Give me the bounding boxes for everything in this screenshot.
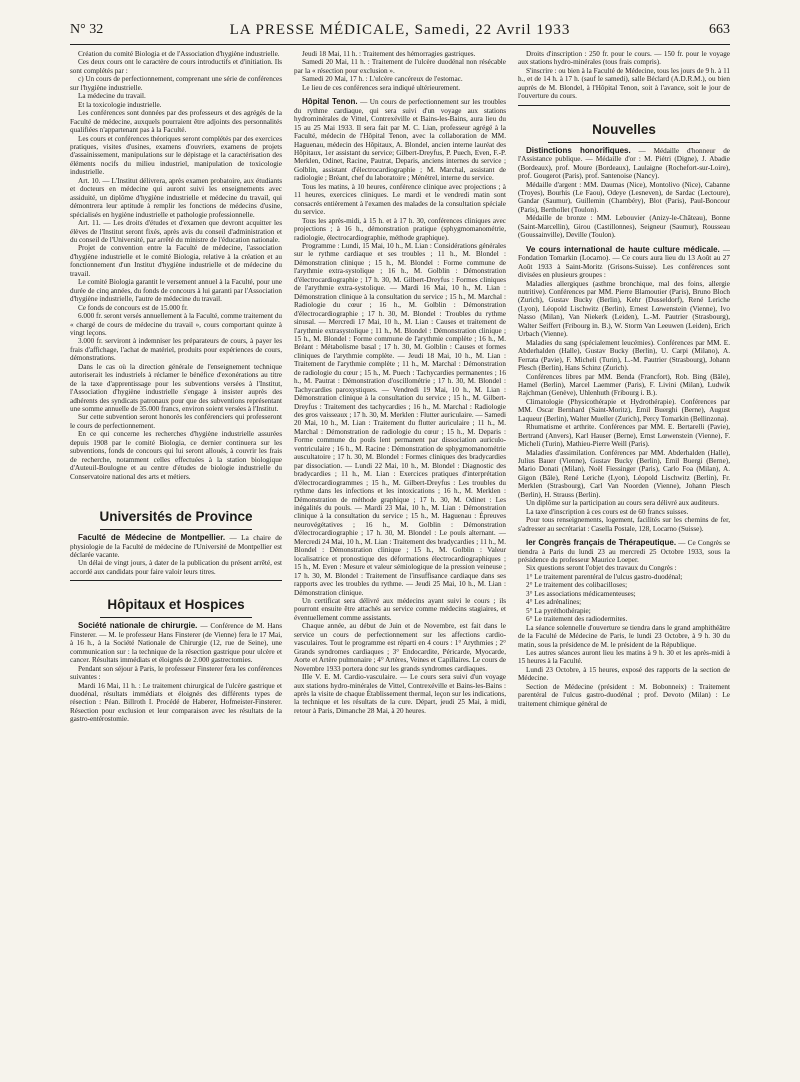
- paragraph: Le comité Biologia garantit le versement annuel à la Faculté, pour une durée de cinq années, du fonds de concours à lui garanti par l'Association d'hygiène industrielle, l'autre de médecine du travail.: [70, 278, 282, 304]
- paragraph: 2° Le traitement des colibacilloses;: [526, 581, 628, 590]
- paragraph: Et la toxicologie industrielle.: [78, 100, 162, 109]
- paragraph: S'inscrire : ou bien à la Faculté de Médecine, tous les jours de 9 h. à 11 h., et de 14 h. à 17 h. (sauf le samedi), salle Béclard (A.D.R.M.), ou bien auprès de M. Blondel, à l'Hôpital Tenon, soit à l'avance, soit le jour de l'ouverture du cours.: [518, 66, 730, 101]
- section-heading-universites: Universités de Province: [99, 509, 253, 525]
- paragraph: Lundi 23 Octobre, à 15 heures, exposé des rapports de la section de Médecine.: [518, 665, 730, 683]
- paragraph: Jeudi 18 Mai, 11 h. : Traitement des hémorragies gastriques.: [302, 50, 476, 58]
- paragraph: Hôpital Tenon. — Un cours de perfectionnement sur les troubles du rythme cardiaque, qui sera suivi d'un voyage aux stations hydrominérales de Vittel, Contrexéville et Bains-les-Bains, aura lieu du 15 au 25 Mai 1933. Il sera fait par M. C. Lian, professeur agrégé à la Faculté, médecin de l'Hôpital Tenon, avec la collaboration de MM. Haguenau, médecin des Hôpitaux, A. Blondel, ancien interne lauréat des Hôpitaux, 1er assistant du service; Gilbert-Dreyfus, P. Puech, Even, F.-P. Merklen, Odinet, Racine, Pautrat, Deparis, anciens internes du service ; Golblin, assistant d'électrocardiographie ; M. Marchal, assistant de radiologie ; Bréant, chef du laboratoire ; Ménétrel, interne du service.: [294, 97, 506, 183]
- paragraph: Médaille d'argent : MM. Daumas (Nice), Montolivo (Nice), Cabanne (Troyes), Bourhis (Le Faou), Odeye (Lesneven), de Sardac (Lectoure), Gandar (Saumur), Guillemin (Chambéry), Blot (Paris), Paul-Boncour (Paris), Berthollet (Toulon).: [518, 180, 730, 214]
- paragraph: Rhumatisme et arthrite. Conférences par MM. E. Bertarelli (Pavie), Bertrand (Anvers), Karl Hauser (Berne), Ernst Lœwenstein (Vienne), F. Micheli (Turin), Mathieu-Pierre Weill (Paris).: [518, 423, 730, 449]
- paragraph: Un délai de vingt jours, à dater de la publication du présent arrêté, est accordé aux candidats pour faire valoir leurs titres.: [70, 559, 282, 576]
- article-heading: Ier Congrès français de Thérapeutique.: [526, 538, 677, 548]
- paragraph: Maladies d'assimilation. Conférences par MM. Abderhalden (Halle), Julius Bauer (Vienne), Gustav Bucky (Berlin), Emil Buergi (Berne), Mario Donati (Milan), Noël Fiessinger (Paris), Carlo Foa (Milan), A. Gigon (Bâle), René Leriche (Lyon), Léopold Lischwitz (Berlin), Fr. Merklen (Strasbourg), Carl Van Noorden (Vienne), Johann Plesch (Berlin), H. Strauss (Berlin).: [518, 448, 730, 499]
- paragraph: Maladies du sang (spécialement leucémies). Conférences par MM. E. Abderhalden (Halle), Gustav Bucky (Berlin), U. Carpi (Milano), A. Ferrata (Pavie), F. Micheli (Turin), L.-M. Pautrier (Strasbourg), Johann Plesch (Berlin), Hans Schinz (Zurich).: [518, 338, 730, 373]
- paragraph: Le lieu de ces conférences sera indiqué ultérieurement.: [302, 83, 461, 92]
- paragraph: Faculté de Médecine de Montpellier. — La chaire de physiologie de la Faculté de médecine de l'Université de Montpellier est déclarée vacante.: [70, 533, 282, 560]
- paragraph: Dans le cas où la direction générale de l'enseignement technique autoriserait les industriels à réclamer le bénéfice d'exonérations au titre de la taxe d'apprentissage pour les subventions versées à l'Institut, l'Association d'hygiène industrielle s'engage à insister auprès des adhérents des syndicats patronaux pour que des subventions représentant une somme annuelle de 35.000 francs, environ soient versées à l'Institut.: [70, 362, 282, 414]
- paragraph: Section de Médecine (président : M. Bobonneix) : Traitement parentéral de l'ulcus gastro-duodénal ; prof. Devoto (Milan) : Le traitement chimique général de: [518, 682, 730, 708]
- paragraph: Chaque année, au début de Juin et de Novembre, est fait dans le service un cours de perfectionnement sur les affections cardio-vasculaires. Tout le programme est réparti en 4 cours : 1° Arythmies ; 2° Grands syndromes cardiaques ; 3° Endocardite, Péricarde, Myocarde, Aorte et Artère pulmonaire ; 4° Artères, Veines et Capillaires. Le cours de Novembre 1933 portera donc sur les grands syndromes cardiaques.: [294, 622, 506, 673]
- section-rule: [100, 617, 252, 618]
- page-number: 663: [709, 22, 730, 37]
- paragraph: 5° La pyréthothérapie;: [526, 606, 591, 615]
- paragraph: Médaille de bronze : MM. Lebouvier (Anizy-le-Château), Bonne (Saint-Marcellin), Girou (Castillonnes), Seigneur (Saumur), Rousseau (Goussainville), Deville (Toulon).: [518, 214, 730, 240]
- header-rule: [70, 44, 730, 45]
- paragraph: 4° Les adrénalines;: [526, 598, 582, 607]
- paragraph: Les autres séances auront lieu les matins à 9 h. 30 et les après-midi à 15 heures à la Faculté.: [518, 649, 730, 666]
- paragraph: Ce fonds de concours est de 15.000 fr.: [78, 303, 188, 312]
- paragraph: Sur cette subvention seront honorés les conférenciers qui professeront le cours de perfectionnement.: [70, 413, 282, 430]
- page-header: [70, 22, 730, 46]
- paragraph: Les cours et conférences théoriques seront complétés par des exercices pratiques, visites d'usines, examens d'ouvriers, examens de projets d'assainissement, manipulations sur le dépistage et la caractérisation des éléments nocifs du milieu industriel, manipulation de toxicologie industrielle.: [70, 134, 282, 177]
- issue-number: N° 32: [70, 22, 104, 37]
- article-heading: Distinctions honorifiques.: [526, 145, 631, 155]
- paragraph: La séance solennelle d'ouverture se tiendra dans le grand amphithéâtre de la Faculté de Médecine de Paris, le lundi 23 Octobre, à 9 h. 30 du matin, sous la présidence de M. le président de la République.: [518, 623, 730, 649]
- paragraph: Mardi 16 Mai, 11 h. : Le traitement chirurgical de l'ulcère gastrique et duodénal, résultats immédiats et éloignés des différents types de résection : Péan. Billroth I. Procédé de Haberer, Hofmeister-Finsterer. Résection pour exclusion et leur comparaison avec les résultats de la gastro-entérostomie.: [70, 681, 282, 724]
- paragraph: 6° Le traitement des radiodermites.: [526, 615, 628, 624]
- paragraph: Pour tous renseignements, logement, facilités sur les chemins de fer, s'adresser au secrétariat : Casella Postale, 128, Locarno (Suisse).: [518, 516, 730, 533]
- paragraph: Projet de convention entre la Faculté de médecine, l'association d'hygiène industrielle et le comité Biologia, relative à la création et au fonctionnement d'un Institut d'hygiène industrielle et de médecine du travail.: [70, 244, 282, 278]
- paragraph: Ve cours international de haute culture médicale. — Fondation Tomarkin (Locarno). — Ce cours aura lieu du 13 Août au 27 Août 1933 à Saint-Moritz (Grisons-Suisse). Les conférences sont divisées en plusieurs groupes :: [518, 244, 730, 280]
- paragraph: Tous les matins, à 10 heures, conférence clinique avec projections ; à 11 heures, exercices cliniques. Le mardi et le vendredi matin sont consacrés entièrement à l'examen des malades de la consultation spéciale du service.: [294, 182, 506, 217]
- paragraph: Maladies allergiques (asthme bronchique, mal des foins, allergie nutritive). Conférences par MM. Pierre Blamoutier (Paris), Bruno Bloch (Zurich), Gustav Bucky (Berlin), Kehr (Dusseldorf), René Leriche (Lyon), Léopold Lischwitz (Berlin), Ernest Lœwenstein (Vienne), Ivo Nasso (Milan), Van Niekerk (Leiden), L.-M. Pautrier (Strasbourg), Walter Seiffert (Fribourg in. B.), W. Storm Van Leeuwen (Leiden), Erich Urbach (Vienne).: [518, 279, 730, 339]
- section-heading-nouvelles: Nouvelles: [592, 121, 656, 137]
- paragraph: Les conférences sont données par des professeurs et des agrégés de la Faculté de médecine, auxquels pourraient être adjoints des personnalités qualifiées n'appartenant pas à la Faculté.: [70, 109, 282, 135]
- column-3: [518, 50, 730, 1070]
- paragraph: 6.000 fr. seront versés annuellement à la Faculté, comme traitement du « chargé de cours de médecine du travail », cours comportant quinze à vingt leçons.: [70, 312, 282, 337]
- column-1: [70, 50, 282, 1070]
- paragraph: Six questions seront l'objet des travaux du Congrès :: [526, 564, 677, 573]
- paragraph: Samedi 20 Mai, 11 h. : Traitement de l'ulcère duodénal non résécable par la « résection pour exclusion ».: [294, 58, 506, 75]
- paragraph: Pendant son séjour à Paris, le professeur Finsterer fera les conférences suivantes :: [70, 664, 282, 682]
- paragraph: Un diplôme sur la participation au cours sera délivré aux auditeurs.: [526, 499, 720, 508]
- section-rule: [70, 580, 282, 581]
- paragraph: Conférences libres par MM. Benda (Francfort), Rob. Bing (Bâle), Hamel (Berlin), Marcel Laemmer (Paris), F. Livini (Milan), Ludwik Rajchman (Genève), Uhlenhuth (Fribourg i. B.).: [518, 372, 730, 398]
- article-heading: Société nationale de chirurgie.: [78, 621, 198, 631]
- paragraph: Droits d'inscription : 250 fr. pour le cours. — 150 fr. pour le voyage aux stations hydro-minérales (tous frais compris).: [518, 50, 730, 67]
- paragraph: c) Un cours de perfectionnement, comprenant une série de conférences sur l'hygiène industrielle.: [70, 75, 282, 92]
- paragraph: Ces deux cours ont le caractère de cours introductifs et d'initiation. Ils sont complétés par :: [70, 58, 282, 75]
- paragraph: Société nationale de chirurgie. — Conférence de M. Hans Finsterer. — M. le professeur Hans Finsterer (de Vienne) fera le 17 Mai, à 16 h., à la Société Nationale de Chirurgie (12, rue de Seine), une communication sur : la technique de la résection gastrique pour ulcère et cancer. Résultats immédiats et éloignés de 2.000 gastrectomies.: [70, 621, 282, 665]
- section-heading-hopitaux: Hôpitaux et Hospices: [107, 597, 245, 613]
- article-heading: Ve cours international de haute culture médicale.: [526, 244, 720, 254]
- paragraph: Art. 11. — Les droits d'études et d'examen que devront acquitter les élèves de l'Institut seront fixés, après avis du conseil d'administration et du conseil de l'Université, par arrêté du ministre de l'éducation nationale.: [70, 219, 282, 244]
- paragraph: La médecine du travail.: [78, 92, 146, 101]
- paragraph: Climatologie (Physicothérapie et Hydrothérapie). Conférences par MM. Oscar Bernhard (Saint-Moritz), Emil Buerghi (Berne), August Laqueur (Berlin), Walter Mueller (Zurich), Percy Tomarkin (Bellinzona).: [518, 397, 730, 423]
- paragraph: En ce qui concerne les recherches d'hygiène industrielle assurées depuis 1908 par le comité Biologia, ce dernier continuera sur les subventions, fonds de concours qui lui seront alloués, à couvrir les frais de recherche, notamment celles effectuées à la station biologique d'Auteuil-Boulogne et au centre d'études de biologie industrielle du Conservatoire national des arts et métiers.: [70, 430, 282, 481]
- paragraph: 3° Les associations médicamenteuses;: [526, 589, 636, 598]
- section-rule: [518, 105, 730, 106]
- paragraph: Création du comité Biologia et de l'Association d'hygiène industrielle.: [78, 50, 280, 58]
- article-heading: Hôpital Tenon.: [302, 97, 358, 107]
- paragraph: Tous les après-midi, à 15 h. et à 17 h. 30, conférences cliniques avec projections ; à 16 h., démonstration pratique (sphygmomanométrie, radiologie, électrocardiographie, méthode graphique).: [294, 216, 506, 242]
- paragraph: 1° Le traitement parentéral de l'ulcus gastro-duodénal;: [526, 572, 683, 581]
- section-rule: [100, 529, 252, 530]
- paragraph: Ier Congrès français de Thérapeutique. — Ce Congrès se tiendra à Paris du lundi 23 au mercredi 25 Octobre 1933, sous la présidence du professeur Maurice Loeper.: [518, 538, 730, 565]
- column-2: [294, 50, 506, 1070]
- paragraph: IIIe V. E. M. Cardio-vasculaire. — Le cours sera suivi d'un voyage aux stations hydro-minérales de Vittel, Contrexéville et Bains-les-Bains : après la visite de chaque Établissement thermal, leçon sur les indications, la technique et les résultats de la cure. Départ, jeudi 25 Mai, à midi, retour à Paris, Dimanche 28 Mai, à 20 heures.: [294, 673, 506, 715]
- paragraph: La taxe d'inscription à ces cours est de 60 francs suisses.: [526, 507, 689, 516]
- section-rule: [548, 142, 700, 143]
- paragraph: Samedi 20 Mai, 17 h. : L'ulcère cancéreux de l'estomac.: [302, 75, 463, 84]
- paragraph: Art. 10. — L'Institut délivrera, après examen probatoire, aux étudiants et docteurs en médecine qui auront suivi les enseignements avec assiduité, un diplôme d'hygiène industrielle et médecine du travail, qui démontrera leur aptitude à remplir les fonctions de médecins d'usine, spécialisés en hygiène industrielle et pathologie professionnelle.: [70, 176, 282, 219]
- masthead-title: LA PRESSE MÉDICALE, Samedi, 22 Avril 1933: [229, 22, 571, 38]
- article-heading: Faculté de Médecine de Montpellier.: [78, 533, 226, 543]
- paragraph: Un certificat sera délivré aux médecins ayant suivi le cours ; ils pourront ensuite être attachés au service comme médecins stagiaires, et éventuellement comme assistants.: [294, 597, 506, 622]
- paragraph: 3.000 fr. serviront à indemniser les préparateurs de cours, à payer les frais d'affichage, l'achat de matériel, produits pour expériences de cours, démonstrations.: [70, 337, 282, 363]
- paragraph: Programme : Lundi, 15 Mai, 10 h., M. Lian : Considérations générales sur le rythme cardiaque et ses troubles ; 11 h., M. Blondel : Démonstration clinique ; 15 h., M. Blondel : Forme commune de l'arythmie extra-systolique ; 16 h., M. Golblin : Démonstration d'électrocardiographie ; 17 h. 30, M. Gilbert-Dreyfus : Formes cliniques de l'arythmie extra-systolique. — Mardi 16 Mai, 10 h., M. Lian : Démonstration clinique à la consultation du service ; 15 h., M. Marchal : Radiologie du cœur ; 16 h., M. Golblin : Démonstration d'électrocardiographie ; 17 h. 30, M. Blondel : Troubles du rythme sinusal. — Mercredi 17 Mai, 10 h., M. Lian : Causes et traitement de l'arythmie extrasystolique ; 11 h., M. Blondel : Démonstration clinique ; 15 h., M. Blondel : Forme commune de l'arythmie complète ; 16 h., M. Bréant : Métabolisme basal ; 17 h. 30, M. Golblin : Causes et formes cliniques de l'arythmie complète. — Jeudi 18 Mai, 10 h., M. Lian : Traitement de l'arythmie complète ; 11 h., M. Marchal : Démonstration de radiologie du cœur ; 15 h., M. Puech : Tachycardies permanentes ; 16 h., M. Pautrat : Démonstration d'oscillométrie ; 17 h. 30, M. Blondel : Tachycardies paroxystiques. — Vendredi 19 Mai, 10 h., M. Lian : Démonstration clinique à la consultation du service ; 15 h., M. Gilbert-Dreyfus : Traitement des tachycardies ; 16 h., M. Marchal : Radiologie des gros vaisseaux ; 17 h. 30, M. Merklen : Flutter auriculaire. — Samedi 20 Mai, 10 h., M. Lian : Traitement du flutter auriculaire ; 11 h., M. Marchal : Démonstration de radiologie du cœur ; 15 h., M. Deparis : Forme commune du pouls lent permanent par dissociation auriculo-ventriculaire ; 16 h., M. Racine : Démonstration de sphygmomanométrie auscultatoire ; 17 h. 30, M. Blondel : Formes cliniques des bradycardies par dissociation. — Lundi 22 Mai, 10 h., M. Blondel : Diagnostic des bradycardies ; 11 h., M. Lian : Exercices pratiques d'interprétation d'électrocardiogrammes ; 15 h., M. Gilbert-Dreyfus : Les troubles du rythme dans les infections et les intoxications ; 16 h., M. Merklen : Démonstration de méthode graphique ; 17 h. 30, M. Odinet : Les inégalités du pouls. — Mardi 23 Mai, 10 h., M. Lian : Démonstration clinique à la consultation du service ; 15 h., M. Haguenau : Épreuves neurovégétatives ; 16 h., M. Golblin : Démonstration d'électrocardiographie ; 17 h. 30, M. Blondel : Le pouls alternant. — Mercredi 24 Mai, 10 h., M. Lian : Traitement des bradycardies ; 11 h., M. Blondel : Démonstration clinique ; 15 h., M. Golblin : Valeur localisatrice et pronostique des déformations électrocardiographiques ; 15 h., M. Even : Mesure et valeur sémiologique de la pression veineuse ; 17 h. 30, M. Blondel : Traitement de l'insuffisance cardiaque dans ses rapports avec les troubles du rythme. — Jeudi 25 Mai, 10 h., M. Lian : Démonstration clinique.: [294, 241, 506, 597]
- paragraph: Distinctions honorifiques. — Médaille d'honneur de l'Assistance publique. — Médaille d'or : M. Piétri (Digne), J. Abadie (Bordeaux), prof. Moure (Bordeaux), Laulaigne (Rochefort-sur-Loire), prof. Gougerot (Paris), prof. Santenoise (Nancy).: [518, 145, 730, 181]
